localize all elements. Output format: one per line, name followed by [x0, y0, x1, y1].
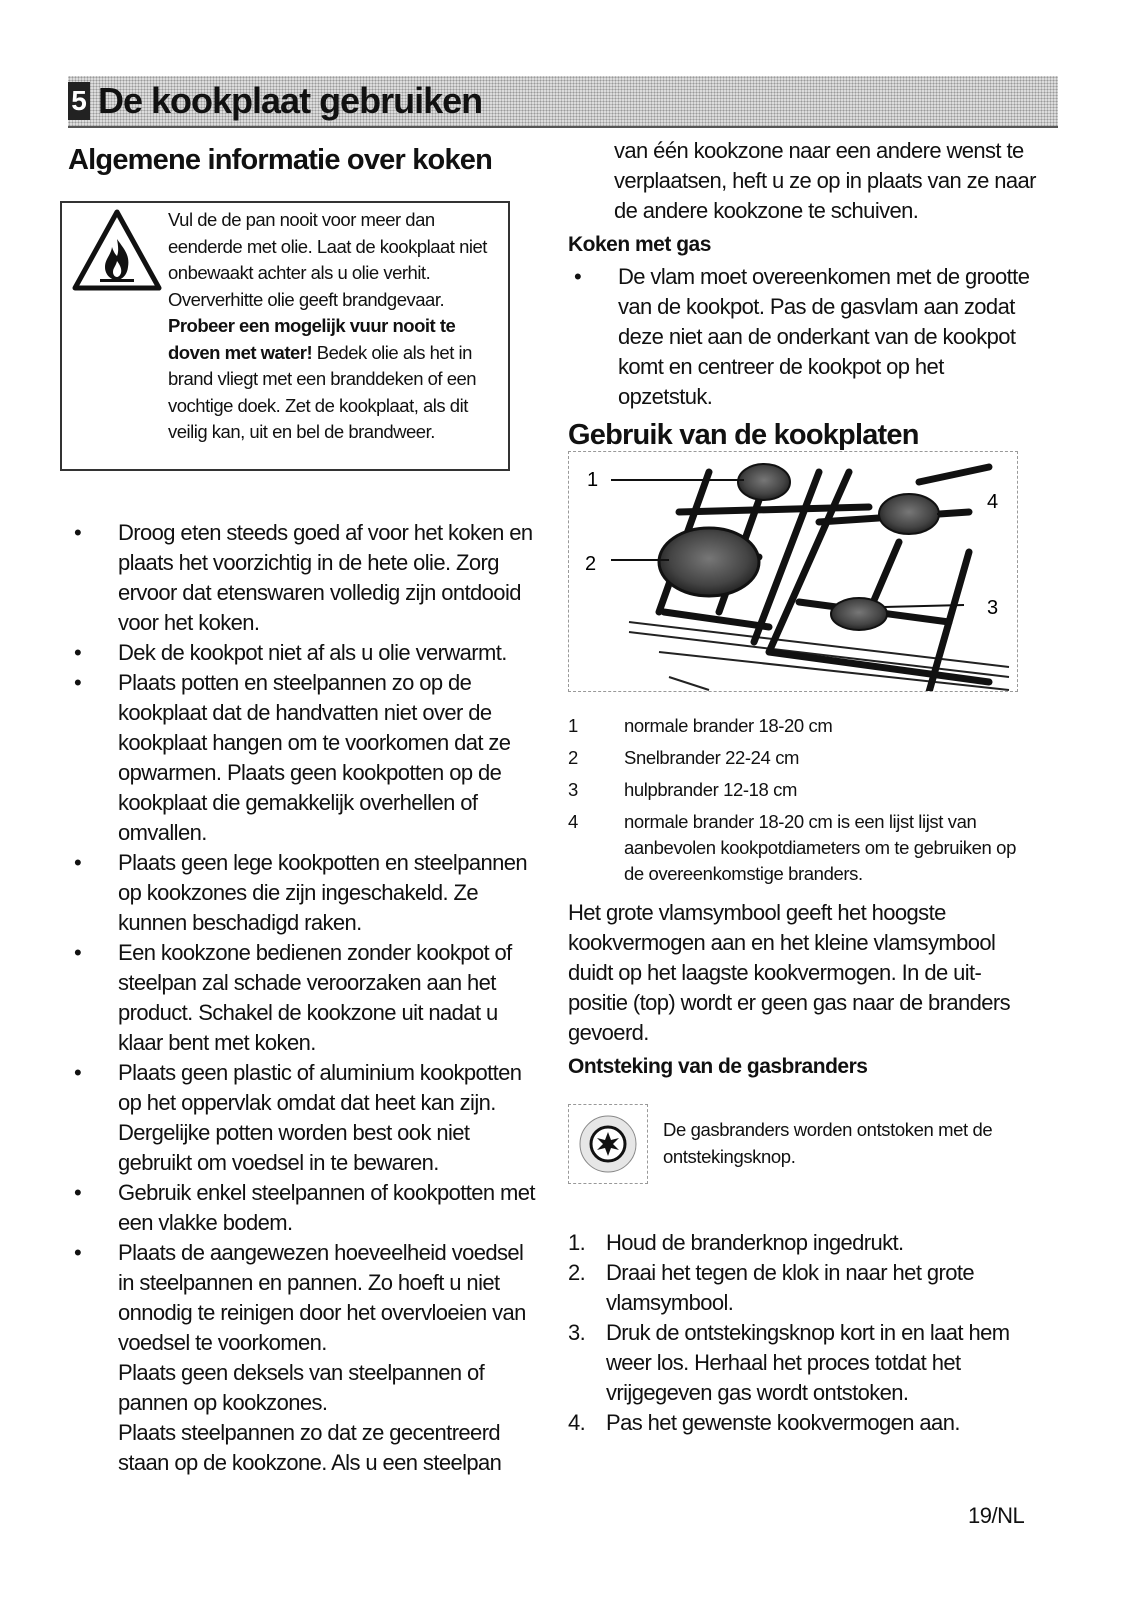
step-number: 1. — [568, 1230, 586, 1255]
legend-text: normale brander 18-20 cm is een lijst lijst van aanbevolen kookpotdiameters om te gebruiken op de overeenkomstige branders. — [624, 811, 1016, 884]
list-item: • Dek de kookpot niet af als u olie verwarmt. — [68, 638, 538, 668]
ignition-title: Ontsteking van de gasbranders — [568, 1055, 868, 1078]
burner-legend — [568, 713, 1038, 887]
list-item-continuation: Plaats geen deksels van steelpannen of pannen op kookzones. — [118, 1360, 485, 1415]
ignition-icon-box — [568, 1104, 648, 1184]
legend-number: 4 — [568, 811, 578, 832]
fire-warning-icon — [72, 209, 162, 291]
legend-text: hulpbrander 12-18 cm — [624, 779, 797, 800]
diagram-label-4: 4 — [987, 491, 999, 513]
gas-cooking-title: Koken met gas — [568, 233, 711, 256]
chapter-number: 5 — [68, 82, 90, 120]
warning-text-part1: Vul de de pan nooit voor meer dan eenderde met olie. Laat de kookplaat niet onbewaakt achter als u olie verhit. Oververhitte olie geeft brandgevaar. — [168, 209, 487, 310]
list-item: • Plaats potten en steelpannen zo op de kookplaat dat de handvatten niet over de kookplaat hangen om te voorkomen dat ze opwarmen. Plaats geen kookpotten op de kookplaat die gemakkelijk overhellen of omvallen. — [68, 668, 538, 848]
legend-row — [568, 777, 1038, 803]
chapter-header — [68, 76, 1058, 128]
list-item: • Plaats geen plastic of aluminium kookpotten op het oppervlak omdat dat heet kan zijn. Dergelijke potten worden best ook niet gebruikt om voedsel in te bewaren. — [68, 1058, 538, 1178]
step-text: Pas het gewenste kookvermogen aan. — [606, 1410, 960, 1435]
hob-diagram — [568, 451, 1018, 692]
step-item — [568, 1318, 1038, 1408]
legend-number: 2 — [568, 747, 578, 768]
legend-number: 3 — [568, 779, 578, 800]
legend-text: normale brander 18-20 cm — [624, 715, 833, 736]
section-title-general: Algemene informatie over koken — [68, 144, 493, 176]
step-item — [568, 1258, 1038, 1318]
list-item: • Plaats de aangewezen hoeveelheid voedsel in steelpannen en pannen. Zo hoeft u niet onnodig te reinigen door het overvloeien van voedsel te voorkomen. — [68, 1238, 538, 1358]
warning-text — [168, 207, 504, 446]
legend-text: Snelbrander 22-24 cm — [624, 747, 800, 768]
section-title-hobs: Gebruik van de kookplaten — [568, 419, 919, 451]
legend-row — [568, 809, 1038, 887]
flame-symbol-paragraph: Het grote vlamsymbool geeft het hoogste kookvermogen aan en het kleine vlamsymbool duidt op het laagste kookvermogen. In de uit-positie (top) wordt er geen gas naar de branders gevoerd. — [568, 900, 1011, 1045]
list-item-continuation: Plaats steelpannen zo dat ze gecentreerd staan op de kookzone. Als u een steelpan — [118, 1420, 502, 1475]
step-text: Druk de ontstekingsknop kort in en laat hem weer los. Herhaal het proces totdat het vrijgegeven gas wordt ontstoken. — [606, 1320, 1010, 1405]
list-item: • De vlam moet overeenkomen met de grootte van de kookpot. Pas de gasvlam aan zodat deze niet aan de onderkant van de kookpot komt en centreer de kookpot op het opzetstuk. — [568, 262, 1038, 412]
step-text: Houd de branderknop ingedrukt. — [606, 1230, 904, 1255]
legend-row — [568, 745, 1038, 771]
warning-text-part2: Bedek olie als het in brand vliegt met een branddeken of een vochtige doek. Zet de kookplaat, als dit veilig kan, uit en bel de brandweer. — [168, 341, 477, 442]
ignition-button-icon — [569, 1105, 647, 1183]
list-item: • Een kookzone bedienen zonder kookpot of steelpan zal schade veroorzaken aan het product. Schakel de kookzone uit nadat u klaar bent met koken. — [68, 938, 538, 1058]
list-item: • Plaats geen lege kookpotten en steelpannen op kookzones die zijn ingeschakeld. Ze kunnen beschadigd raken. — [68, 848, 538, 938]
list-item-continuation-right: van één kookzone naar een andere wenst te verplaatsen, heft u ze op in plaats van ze naar de andere kookzone te schuiven. — [614, 138, 1036, 223]
step-number: 3. — [568, 1320, 586, 1345]
page-number: 19/NL — [968, 1503, 1025, 1528]
diagram-label-3: 3 — [987, 597, 999, 619]
step-number: 4. — [568, 1410, 586, 1435]
warning-box — [60, 201, 510, 471]
chapter-title: De kookplaat gebruiken — [98, 80, 483, 121]
legend-number: 1 — [568, 715, 578, 736]
diagram-label-2: 2 — [585, 553, 597, 575]
gas-cooking-list — [568, 262, 1038, 412]
hob-illustration — [569, 452, 1018, 692]
list-item: • Gebruik enkel steelpannen of kookpotten met een vlakke bodem. — [68, 1178, 538, 1238]
step-number: 2. — [568, 1260, 586, 1285]
list-item: • Droog eten steeds goed af voor het koken en plaats het voorzichtig in de hete olie. Zorg ervoor dat etenswaren volledig zijn ontdooid voor het koken. — [68, 518, 538, 638]
step-item — [568, 1408, 1038, 1438]
diagram-label-1: 1 — [587, 469, 599, 491]
warning-bold-text: Probeer een mogelijk vuur nooit te doven met water! — [168, 315, 456, 363]
step-text: Draai het tegen de klok in naar het grote vlamsymbool. — [606, 1260, 974, 1315]
general-info-list — [68, 518, 538, 1478]
legend-row — [568, 713, 1038, 739]
ignition-note: De gasbranders worden ontstoken met de ontstekingsknop. — [663, 1119, 993, 1167]
step-item — [568, 1228, 1038, 1258]
ignition-steps — [568, 1228, 1038, 1438]
